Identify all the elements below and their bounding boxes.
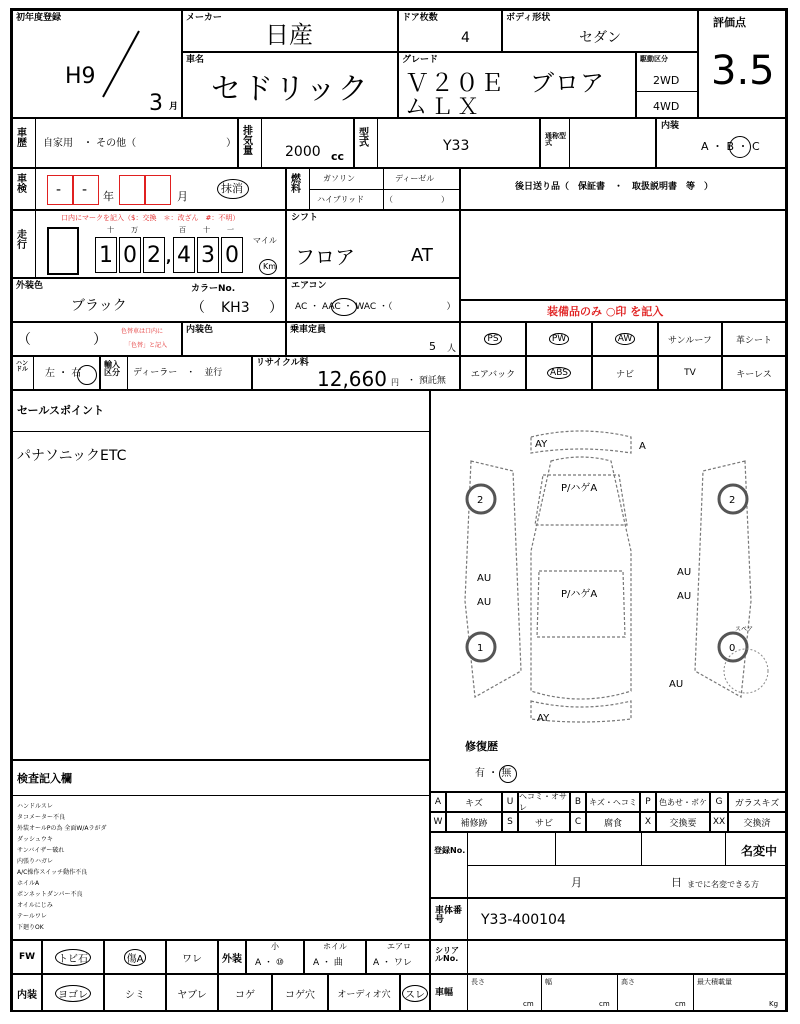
interior-circle	[729, 136, 751, 158]
mark: AU	[677, 567, 692, 578]
serial-divider	[467, 941, 468, 973]
color-no-paren-close: ）	[269, 300, 283, 316]
first-reg-label: 初年度登録	[16, 13, 62, 23]
model-value: Y33	[443, 138, 470, 154]
car-name-cell	[182, 52, 398, 118]
slash-mark	[101, 29, 141, 99]
recycle-unit: 円	[391, 378, 399, 387]
handle-label: ハンドル	[16, 360, 29, 373]
legend-code: C	[570, 812, 586, 832]
body-cell	[502, 10, 698, 52]
legend-desc: 色あせ・ボケ	[656, 792, 710, 812]
registration-cell	[430, 832, 786, 898]
mark: AY	[535, 439, 548, 450]
check-item: 内張りハガレ	[17, 858, 54, 865]
check-item: 下廻りOK	[17, 924, 44, 931]
legend-desc: ヘコミ・オサレ	[518, 792, 570, 812]
common-model-divider	[569, 119, 570, 167]
inspection-none-circle	[217, 179, 249, 199]
int-item: オーディオ穴	[328, 974, 400, 1012]
aircon-label: エアコン	[291, 281, 327, 291]
equip-tv: TV	[658, 356, 722, 390]
reg-month-unit: 月	[571, 876, 582, 889]
capacity-label: 乗車定員	[290, 325, 327, 335]
maker-value: 日産	[265, 21, 313, 49]
reg-deadline: までに名変できる方	[687, 880, 759, 889]
doors-value: 4	[461, 30, 470, 46]
len-cm: cm	[523, 1000, 534, 1008]
legend-desc: ガラスキズ	[728, 792, 786, 812]
check-item: サンバイザー破れ	[17, 847, 65, 854]
mark: AU	[477, 573, 492, 584]
interior-color-label: 内装色	[186, 325, 214, 335]
inspection-label: 車検	[17, 174, 27, 195]
mark: P/ハゲA	[561, 483, 598, 494]
equip-abs: ABS	[526, 356, 592, 390]
equipment-title-cell	[460, 300, 786, 322]
mark: 0	[729, 643, 736, 654]
registration-hdivider	[467, 865, 785, 866]
car-diagram-cell	[430, 390, 786, 792]
width-cm: cm	[599, 1000, 610, 1008]
mark: AU	[477, 597, 492, 608]
history-value: 自家用 ・ その他（ ）	[43, 138, 237, 149]
docs-blank	[460, 210, 786, 300]
check-divider	[13, 795, 429, 796]
history-cell	[12, 118, 238, 168]
check-item: テールワレ	[17, 913, 47, 920]
doors-cell	[398, 10, 502, 52]
change-note2: 「色替」と記入	[125, 342, 168, 349]
color-no-paren-open: （	[191, 300, 205, 316]
mileage-note: 口内にマークを記入（$：交換 ＊：改ざん #：不明）	[61, 214, 240, 222]
drive-cell	[636, 52, 698, 118]
exterior-color-value: ブラック	[71, 298, 127, 314]
legend-desc: 腐食	[586, 812, 640, 832]
docs-label: 後日送り品（ 保証書 ・ 取扱説明書 等 ）	[515, 182, 714, 192]
height-label: 高さ	[621, 978, 635, 986]
drive-4wd: 4WD	[653, 100, 680, 113]
color-change-cell	[12, 322, 182, 356]
equip-ps: PS	[460, 322, 526, 356]
mileage-label: 走行	[17, 230, 27, 251]
history-label-text: 車歴	[17, 128, 27, 149]
recycle-label: リサイクル料	[256, 358, 309, 368]
legend-code: G	[710, 792, 728, 812]
capacity-unit: 人	[447, 344, 457, 354]
check-label: 検査記入欄	[17, 772, 72, 785]
change-note1: 色替車は口内に	[121, 328, 164, 335]
aero-label: エアロ	[387, 942, 411, 951]
score-cell	[698, 10, 786, 118]
displacement-unit: cc	[331, 150, 345, 163]
aero-cell	[366, 940, 430, 974]
int-item: コゲ穴	[272, 974, 328, 1012]
displacement-value: 2000	[285, 144, 321, 160]
mark: AY	[537, 713, 550, 724]
int-item: シミ	[104, 974, 166, 1012]
body-value: セダン	[579, 30, 622, 46]
size-divider	[467, 975, 468, 1011]
fw-item: ワレ	[166, 940, 218, 974]
fuel-hybrid: ハイブリッド	[317, 195, 365, 204]
check-cell	[12, 760, 430, 940]
small-cell	[246, 940, 304, 974]
ext-label: 外装	[218, 940, 246, 974]
drive-2wd: 2WD	[653, 74, 680, 87]
shift-label: シフト	[291, 213, 319, 223]
mileage-digit: 0	[221, 237, 243, 273]
equipment-title: 装備品のみ ○印 を記入	[547, 305, 664, 318]
displacement-cell	[238, 118, 354, 168]
grade-line2: ムＬＸ	[405, 95, 484, 120]
common-model-label: 通称型式	[545, 132, 566, 147]
mileage-digit: 3	[197, 237, 219, 273]
fw-label: FW	[12, 940, 42, 974]
mileage-comma: ,	[166, 250, 172, 266]
check-item: ボンネットダンパー不良	[17, 891, 83, 898]
model-divider	[377, 119, 378, 167]
int-item: ヨゴレ	[42, 974, 104, 1012]
legend-desc: 交換済	[728, 812, 786, 832]
mark: P/ハゲA	[561, 589, 598, 600]
recycle-note: ・ 預託無	[407, 376, 446, 386]
recycle-amount: 12,660	[317, 367, 387, 391]
docs-cell	[460, 168, 786, 210]
inspection-month-unit: 月	[177, 190, 188, 203]
legend-code: W	[430, 812, 446, 832]
check-item: A/C操作スイッチ動作不良	[17, 869, 88, 876]
model-cell	[354, 118, 540, 168]
fuel-other: （ ）	[385, 195, 449, 204]
fw-item: 傷A	[104, 940, 166, 974]
body-label: ボディ形状	[506, 13, 551, 23]
legend-desc: 交換要	[656, 812, 710, 832]
vin-divider	[467, 899, 468, 939]
first-registration-cell	[12, 10, 182, 118]
fuel-gas: ガソリン	[323, 174, 355, 183]
unit-10: 十	[107, 226, 114, 234]
int-item: ヤブレ	[166, 974, 218, 1012]
interior-grade-cell	[656, 118, 786, 168]
inspection-month-box2	[145, 175, 171, 205]
color-no-value: KH3	[221, 300, 250, 316]
check-item: 外装オールPの為 全面W/Aラがダ	[17, 825, 107, 832]
check-item: ホイルA	[17, 880, 40, 887]
handle-divider	[33, 357, 34, 389]
month-unit: 月	[169, 102, 179, 112]
wheel-label: ホイル	[323, 942, 347, 951]
name-change: 名変中	[741, 844, 778, 858]
small-label: 小	[271, 942, 279, 951]
fuel-cell	[286, 168, 460, 210]
legend-code: X	[640, 812, 656, 832]
capacity-value: 5	[429, 340, 436, 353]
import-divider	[127, 357, 128, 389]
sales-point-cell	[12, 390, 430, 760]
spare-tire	[724, 649, 768, 693]
car-name-label: 車名	[186, 55, 205, 65]
recycle-cell	[252, 356, 460, 390]
fuel-vdivider	[383, 169, 384, 209]
mileage-cell	[12, 210, 286, 278]
legend-desc: キズ・ヘコミ	[586, 792, 640, 812]
shift-position: フロア	[295, 245, 355, 269]
mileage-extra-box	[47, 227, 79, 275]
height-cm: cm	[675, 1000, 686, 1008]
width-label: 幅	[545, 978, 552, 986]
int-item: コゲ	[218, 974, 272, 1012]
inspection-year-box2: -	[73, 175, 99, 205]
repair-label: 修復歴	[465, 740, 498, 753]
history-divider	[35, 119, 36, 167]
equip-pw: PW	[526, 322, 592, 356]
common-model-cell	[540, 118, 656, 168]
import-value: ディーラー ・ 並行	[133, 368, 223, 378]
legend-code: U	[502, 792, 518, 812]
repair-circle	[499, 765, 517, 783]
legend-code: S	[502, 812, 518, 832]
score-value: 3.5	[711, 48, 775, 94]
unit-10b: 十	[203, 226, 210, 234]
legend-desc: サビ	[518, 812, 570, 832]
equip-sunroof: サンルーフ	[658, 322, 722, 356]
shift-cell	[286, 210, 460, 278]
drive-divider	[637, 91, 697, 92]
first-reg-month: 3	[149, 91, 163, 116]
color-no-label: カラーNo.	[191, 284, 236, 294]
grade-label: グレード	[402, 55, 439, 65]
car-diagram-svg	[431, 401, 785, 731]
reg-v2	[641, 833, 642, 865]
reg-v1	[555, 833, 556, 865]
vin-value: Y33-400104	[481, 912, 566, 928]
size-v3	[693, 975, 694, 1011]
sales-point-label: セールスポイント	[17, 404, 105, 417]
first-reg-year: H9	[65, 64, 96, 89]
check-item: タコメーター不良	[17, 814, 66, 821]
fuel-diesel: ディーゼル	[395, 174, 435, 183]
mark: A	[639, 441, 646, 452]
model-label: 型式	[359, 128, 369, 149]
small-value: A ・ ⑩	[255, 958, 284, 968]
displacement-divider	[261, 119, 262, 167]
change-paren-open: （	[17, 332, 31, 348]
mark: 1	[477, 643, 484, 654]
fuel-label: 燃料	[291, 174, 301, 195]
int-label: 内装	[12, 974, 42, 1012]
mileage-digit: 2	[143, 237, 165, 273]
aircon-options: AC ・ AAC ・ WAC ・（ ）	[295, 302, 456, 312]
inspection-year-unit: 年	[103, 190, 114, 203]
legend-desc: 補修跡	[446, 812, 502, 832]
mark: 2	[477, 495, 484, 506]
roof-shape	[537, 571, 625, 637]
load-kg: Kg	[769, 1000, 779, 1008]
unit-100: 百	[179, 226, 186, 234]
equip-aw: AW	[592, 322, 658, 356]
wheel-value: A ・ 曲	[313, 958, 343, 968]
serial-cell	[430, 940, 786, 974]
import-cell	[100, 356, 252, 390]
size-label: 車幅	[435, 988, 454, 998]
change-paren-close: ）	[93, 332, 107, 348]
inspection-month-box1	[119, 175, 145, 205]
auction-sheet	[10, 8, 788, 1012]
equip-navi: ナビ	[592, 356, 658, 390]
interior-grades: A ・ B ・ C	[701, 140, 760, 153]
shift-type: AT	[411, 245, 433, 266]
fuel-hdivider	[309, 189, 459, 190]
legend-code: A	[430, 792, 446, 812]
doors-label: ドア枚数	[402, 13, 438, 23]
aero-value: A ・ ワレ	[373, 958, 412, 968]
mileage-digit: 0	[119, 237, 141, 273]
inspection-year-box1: -	[47, 175, 73, 205]
mileage-digit: 1	[95, 237, 117, 273]
interior-label: 内装	[661, 121, 680, 131]
capacity-cell	[286, 322, 460, 356]
sales-point-text: パナソニックETC	[17, 448, 127, 464]
mark: AU	[677, 591, 692, 602]
exterior-color-cell	[12, 278, 286, 322]
mileage-digit: 4	[173, 237, 195, 273]
spare-label: スペア	[735, 626, 754, 633]
legend-code: B	[570, 792, 586, 812]
inspection-divider	[35, 169, 36, 209]
car-name-value: セドリック	[211, 72, 370, 107]
aircon-circle	[331, 298, 357, 316]
unit-1: 一	[227, 226, 234, 234]
mileage-divider	[35, 211, 36, 277]
registration-label: 登録No.	[434, 846, 466, 855]
displacement-label: 排気量	[243, 126, 253, 157]
serial-label: シリアルNo.	[435, 946, 459, 963]
import-label: 輸入区分	[104, 360, 120, 377]
grade-cell	[398, 52, 636, 118]
len-label: 長さ	[471, 978, 485, 986]
check-item: ハンドルスレ	[17, 803, 53, 810]
exterior-color-label: 外装色	[16, 281, 44, 291]
check-item: ダッシュウキ	[17, 836, 53, 843]
aircon-cell	[286, 278, 460, 322]
reg-day-unit: 日	[671, 876, 682, 889]
size-cell	[430, 974, 786, 1012]
inspection-cell	[12, 168, 286, 210]
maker-cell	[182, 10, 398, 52]
reg-v3	[725, 833, 726, 865]
equip-airbag: エアバック	[460, 356, 526, 390]
repair-value: 有 ・ 無	[475, 768, 512, 779]
maker-label: メーカー	[186, 13, 222, 23]
unit-10k: 万	[131, 226, 138, 234]
handle-circle	[77, 365, 97, 385]
interior-color-cell	[182, 322, 286, 356]
handle-cell	[12, 356, 100, 390]
score-label: 評価点	[713, 16, 746, 29]
km-circle	[259, 259, 277, 275]
sales-point-divider	[13, 431, 429, 432]
mile-unit: マイル	[253, 236, 277, 245]
load-label: 最大積載量	[697, 978, 732, 986]
vin-label: 車体番号	[435, 906, 463, 925]
legend-code: P	[640, 792, 656, 812]
int-item: スレ	[400, 974, 430, 1012]
size-v1	[541, 975, 542, 1011]
check-item: オイルにじみ	[17, 902, 53, 909]
fw-item: トビ石	[42, 940, 104, 974]
handle-value: 左 ・ 右	[45, 368, 82, 379]
equip-leather: 革シート	[722, 322, 786, 356]
size-v2	[617, 975, 618, 1011]
vin-cell	[430, 898, 786, 940]
inspection-none: 抹消	[221, 182, 243, 195]
legend-code: XX	[710, 812, 728, 832]
mark: AU	[669, 679, 684, 690]
wheel-cell	[304, 940, 366, 974]
km-unit: Km	[263, 262, 277, 271]
drive-label: 駆動区分	[640, 55, 668, 63]
grade-line1: Ｖ２０Ｅ ブロア	[405, 69, 605, 97]
equip-keyless: キーレス	[722, 356, 786, 390]
legend-desc: キズ	[446, 792, 502, 812]
mark: 2	[729, 495, 736, 506]
